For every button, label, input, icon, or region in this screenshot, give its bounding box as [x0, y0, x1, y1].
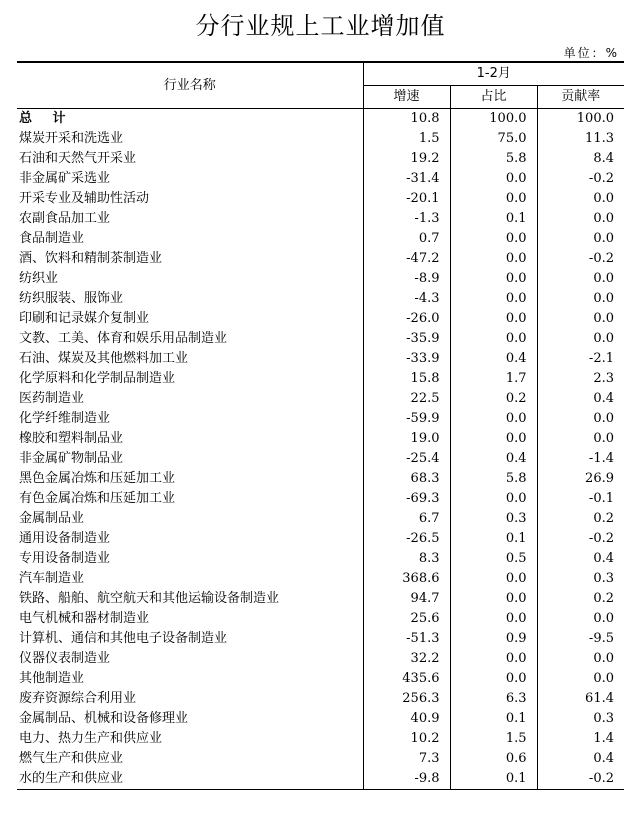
industry-name-cell: 农副食品加工业	[17, 209, 363, 229]
share-cell: 0.4	[450, 349, 537, 369]
industry-name-cell: 水的生产和供应业	[17, 769, 363, 790]
growth-cell: -69.3	[363, 489, 450, 509]
table-row	[17, 649, 624, 669]
contribution-cell: -0.2	[537, 769, 624, 790]
table-row	[17, 309, 624, 329]
industry-name-cell: 总 计	[17, 109, 363, 130]
table-row	[17, 629, 624, 649]
growth-cell: -59.9	[363, 409, 450, 429]
contribution-cell: -0.2	[588, 531, 614, 546]
table-row	[17, 209, 624, 229]
share-cell: 1.5	[450, 729, 537, 749]
share-cell: 0.0	[450, 169, 537, 189]
industry-name-cell: 煤炭开采和洗选业	[17, 129, 363, 149]
share-cell: 0.3	[450, 509, 537, 529]
growth-cell: -20.1	[363, 189, 450, 209]
table-row	[17, 489, 624, 509]
share-cell: 0.0	[450, 409, 537, 429]
column-header-share: 占比	[450, 86, 537, 109]
growth-cell: 8.3	[363, 549, 450, 569]
share-cell: 0.0	[450, 669, 537, 689]
contribution-cell: 0.4	[593, 751, 614, 766]
share-cell: 0.5	[450, 549, 537, 569]
contribution-cell: 0.4	[593, 551, 614, 566]
contribution-cell: 0.3	[593, 711, 614, 726]
industry-name-cell: 有色金属冶炼和压延加工业	[17, 489, 363, 509]
table-row	[17, 249, 624, 269]
growth-cell: 19.0	[363, 429, 450, 449]
table-row	[17, 509, 624, 529]
growth-cell: 15.8	[363, 369, 450, 389]
contribution-cell: 0.3	[593, 571, 614, 586]
growth-cell: 19.2	[363, 149, 450, 169]
industry-name-cell: 化学纤维制造业	[17, 409, 363, 429]
industry-name-cell: 黑色金属冶炼和压延加工业	[17, 469, 363, 489]
table-row	[17, 589, 624, 609]
growth-cell: -47.2	[363, 249, 450, 269]
industry-name-cell: 电力、热力生产和供应业	[17, 729, 363, 749]
share-cell: 0.4	[450, 449, 537, 469]
table-row	[17, 169, 624, 189]
industry-name-cell: 食品制造业	[17, 229, 363, 249]
contribution-cell: 0.0	[593, 411, 614, 426]
table-row	[17, 329, 624, 349]
contribution-cell: 0.2	[593, 511, 614, 526]
table-row	[17, 269, 624, 289]
table-row	[17, 409, 624, 429]
growth-cell: 1.5	[363, 129, 450, 149]
industry-name-cell: 文教、工美、体育和娱乐用品制造业	[17, 329, 363, 349]
share-cell: 0.0	[450, 609, 537, 629]
share-cell: 0.0	[450, 589, 537, 609]
share-cell: 6.3	[450, 689, 537, 709]
table-row	[17, 189, 624, 209]
table-row	[17, 669, 624, 689]
contribution-cell: 8.4	[593, 151, 614, 166]
growth-cell: 32.2	[363, 649, 450, 669]
share-cell: 1.7	[450, 369, 537, 389]
contribution-cell: 61.4	[585, 691, 614, 706]
share-cell: 0.1	[450, 769, 537, 790]
share-cell: 0.2	[450, 389, 537, 409]
contribution-cell: 2.3	[593, 371, 614, 386]
growth-cell: 94.7	[363, 589, 450, 609]
contribution-cell: -2.1	[588, 351, 614, 366]
growth-cell: 435.6	[363, 669, 450, 689]
share-cell: 0.0	[450, 269, 537, 289]
table-row	[17, 749, 624, 769]
industry-name-cell: 金属制品、机械和设备修理业	[17, 709, 363, 729]
growth-cell: 68.3	[363, 469, 450, 489]
share-cell: 0.6	[450, 749, 537, 769]
contribution-cell: 0.0	[593, 671, 614, 686]
growth-cell: 368.6	[363, 569, 450, 589]
growth-cell: -33.9	[363, 349, 450, 369]
share-cell: 0.0	[450, 309, 537, 329]
industry-name-cell: 铁路、船舶、航空航天和其他运输设备制造业	[17, 589, 363, 609]
table-body	[17, 109, 624, 790]
share-cell: 0.1	[450, 529, 537, 549]
share-cell: 0.1	[450, 709, 537, 729]
growth-cell: 6.7	[363, 509, 450, 529]
industry-name-cell: 燃气生产和供应业	[17, 749, 363, 769]
growth-cell: 7.3	[363, 749, 450, 769]
growth-cell: 25.6	[363, 609, 450, 629]
industry-name-cell: 印刷和记录媒介复制业	[17, 309, 363, 329]
share-cell: 0.9	[450, 629, 537, 649]
industry-name-cell: 仪器仪表制造业	[17, 649, 363, 669]
share-cell: 0.0	[450, 249, 537, 269]
growth-cell: 40.9	[363, 709, 450, 729]
growth-cell: -1.3	[363, 209, 450, 229]
column-header-growth: 增速	[363, 86, 450, 109]
industry-name-cell: 石油和天然气开采业	[17, 149, 363, 169]
growth-cell: -35.9	[363, 329, 450, 349]
industry-name-cell: 医药制造业	[17, 389, 363, 409]
industry-name-cell: 石油、煤炭及其他燃料加工业	[17, 349, 363, 369]
table-row	[17, 569, 624, 589]
growth-cell: 256.3	[363, 689, 450, 709]
column-header-contribution: 贡献率	[537, 86, 624, 109]
table-row	[17, 469, 624, 489]
table-row-total	[17, 109, 624, 130]
industry-value-added-table	[17, 61, 624, 790]
contribution-cell: 0.0	[593, 191, 614, 206]
contribution-cell: 26.9	[585, 471, 614, 486]
growth-cell: 0.7	[363, 229, 450, 249]
growth-cell: -25.4	[363, 449, 450, 469]
table-row	[17, 129, 624, 149]
share-cell: 0.0	[450, 569, 537, 589]
contribution-cell: 0.0	[593, 291, 614, 306]
table-row	[17, 549, 624, 569]
contribution-cell: 0.2	[593, 591, 614, 606]
column-header-period: 1-2月	[363, 62, 624, 86]
contribution-cell: -0.2	[588, 251, 614, 266]
industry-name-cell: 废弃资源综合利用业	[17, 689, 363, 709]
share-cell: 75.0	[450, 129, 537, 149]
table-row	[17, 229, 624, 249]
contribution-cell: -9.5	[588, 631, 614, 646]
growth-cell: -26.0	[363, 309, 450, 329]
growth-cell: -26.5	[363, 529, 450, 549]
contribution-cell: -1.4	[588, 451, 614, 466]
industry-name-cell: 纺织服装、服饰业	[17, 289, 363, 309]
share-cell: 0.0	[450, 329, 537, 349]
contribution-cell: 0.0	[593, 211, 614, 226]
table-row	[17, 369, 624, 389]
table-row	[17, 289, 624, 309]
share-cell: 0.0	[450, 289, 537, 309]
contribution-cell: 0.0	[593, 231, 614, 246]
industry-name-cell: 通用设备制造业	[17, 529, 363, 549]
share-cell: 0.0	[450, 189, 537, 209]
industry-name-cell: 非金属矿采选业	[17, 169, 363, 189]
share-cell: 0.0	[450, 229, 537, 249]
column-header-industry: 行业名称	[17, 62, 363, 109]
contribution-cell: 0.0	[593, 311, 614, 326]
industry-name-cell: 金属制品业	[17, 509, 363, 529]
contribution-cell: -0.2	[588, 171, 614, 186]
growth-cell: 22.5	[363, 389, 450, 409]
share-cell: 0.0	[450, 649, 537, 669]
table-row	[17, 449, 624, 469]
table-row	[17, 529, 624, 549]
contribution-cell: 0.0	[593, 431, 614, 446]
growth-cell: -8.9	[363, 269, 450, 289]
contribution-cell: 0.0	[593, 271, 614, 286]
table-row	[17, 689, 624, 709]
industry-name-cell: 橡胶和塑料制品业	[17, 429, 363, 449]
table-row	[17, 429, 624, 449]
contribution-cell: 1.4	[593, 731, 614, 746]
share-cell: 100.0	[450, 109, 537, 130]
growth-cell: -4.3	[363, 289, 450, 309]
industry-name-cell: 计算机、通信和其他电子设备制造业	[17, 629, 363, 649]
industry-name-cell: 非金属矿物制品业	[17, 449, 363, 469]
share-cell: 0.0	[450, 489, 537, 509]
page-title: 分行业规上工业增加值	[195, 12, 446, 40]
table-row	[17, 769, 624, 790]
table-row	[17, 149, 624, 169]
industry-name-cell: 电气机械和器材制造业	[17, 609, 363, 629]
industry-name-cell: 开采专业及辅助性活动	[17, 189, 363, 209]
growth-cell: -9.8	[363, 769, 450, 790]
contribution-cell: 0.0	[593, 331, 614, 346]
industry-name-cell: 汽车制造业	[17, 569, 363, 589]
share-cell: 0.0	[450, 429, 537, 449]
contribution-cell: 0.0	[593, 651, 614, 666]
contribution-cell: -0.1	[588, 491, 614, 506]
share-cell: 5.8	[450, 149, 537, 169]
unit-label: 单位：%	[563, 46, 619, 60]
table-row	[17, 349, 624, 369]
growth-cell: 10.8	[363, 109, 450, 130]
table-row	[17, 709, 624, 729]
table-row	[17, 389, 624, 409]
table-row	[17, 609, 624, 629]
growth-cell: -51.3	[363, 629, 450, 649]
contribution-cell: 100.0	[576, 111, 614, 126]
share-cell: 5.8	[450, 469, 537, 489]
table-row	[17, 729, 624, 749]
table-header	[17, 62, 624, 109]
contribution-cell: 11.3	[585, 131, 614, 146]
industry-name-cell: 酒、饮料和精制茶制造业	[17, 249, 363, 269]
growth-cell: -31.4	[363, 169, 450, 189]
industry-name-cell: 纺织业	[17, 269, 363, 289]
industry-name-cell: 其他制造业	[17, 669, 363, 689]
growth-cell: 10.2	[363, 729, 450, 749]
industry-name-cell: 专用设备制造业	[17, 549, 363, 569]
industry-name-cell: 化学原料和化学制品制造业	[17, 369, 363, 389]
contribution-cell: 0.4	[593, 391, 614, 406]
share-cell: 0.1	[450, 209, 537, 229]
contribution-cell: 0.0	[593, 611, 614, 626]
